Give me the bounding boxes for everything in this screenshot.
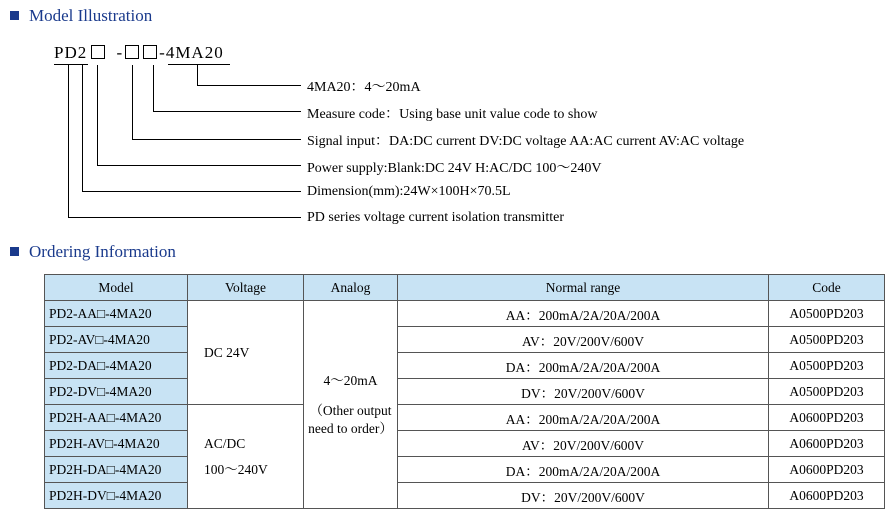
analog-cell: [304, 301, 398, 509]
code-suffix: -4MA20: [159, 43, 224, 62]
range-cell: DV：20V/200V/600V: [398, 379, 769, 405]
header-normal-range: Normal range: [398, 275, 769, 301]
code-cell: A0600PD203: [769, 431, 885, 457]
voltage-ac-line1: AC/DC: [204, 435, 246, 451]
model-code: [54, 43, 224, 63]
desc-output: 4MA20：4～20mA: [307, 80, 421, 95]
analog-line1: 4～20mA: [323, 372, 378, 388]
ordering-information-heading: [10, 242, 176, 262]
code-cell: A0500PD203: [769, 327, 885, 353]
model-cell: PD2H-AV□-4MA20: [45, 431, 188, 457]
analog-line3: need to order）: [308, 420, 393, 436]
desc-signal-input: Signal input：DA:DC current DV:DC voltage AA:AC current AV:AC voltage: [307, 134, 745, 149]
desc-series: PD series voltage current isolation transmitter: [307, 210, 564, 225]
square-bullet-icon: [10, 11, 19, 20]
table-row: [45, 353, 885, 379]
desc-power-supply: Power supply:Blank:DC 24V H:AC/DC 100～240V: [307, 161, 602, 176]
analog-line2: （Other output: [309, 402, 392, 418]
table-row: [45, 405, 885, 431]
range-cell: AV：20V/200V/600V: [398, 327, 769, 353]
table-row: [45, 457, 885, 483]
desc-dimension: Dimension(mm):24W×100H×70.5L: [307, 184, 511, 199]
table-row: [45, 301, 885, 327]
code-cell: A0600PD203: [769, 457, 885, 483]
model-cell: PD2-AV□-4MA20: [45, 327, 188, 353]
table-row: [45, 431, 885, 457]
square-bullet-icon: [10, 247, 19, 256]
range-cell: DV：20V/200V/600V: [398, 483, 769, 509]
range-cell: AA：200mA/2A/20A/200A: [398, 405, 769, 431]
range-cell: DA：200mA/2A/20A/200A: [398, 457, 769, 483]
code-box-power: [91, 45, 105, 59]
table-row: [45, 379, 885, 405]
model-cell: PD2H-AA□-4MA20: [45, 405, 188, 431]
code-dash: -: [116, 43, 124, 62]
header-model: Model: [45, 275, 188, 301]
code-cell: A0500PD203: [769, 379, 885, 405]
voltage-cell-ac: [188, 405, 304, 509]
code-prefix: PD2: [54, 43, 88, 62]
table-row: [45, 483, 885, 509]
range-cell: AA：200mA/2A/20A/200A: [398, 301, 769, 327]
range-cell: AV：20V/200V/600V: [398, 431, 769, 457]
code-box-measure: [143, 45, 157, 59]
voltage-cell-dc: [188, 301, 304, 405]
ordering-information-title: Ordering Information: [29, 242, 176, 261]
voltage-ac-line2: 100～240V: [204, 461, 268, 477]
header-voltage: Voltage: [188, 275, 304, 301]
code-cell: A0500PD203: [769, 353, 885, 379]
model-cell: PD2-DA□-4MA20: [45, 353, 188, 379]
code-cell: A0500PD203: [769, 301, 885, 327]
model-cell: PD2-AA□-4MA20: [45, 301, 188, 327]
ordering-table: [44, 274, 885, 509]
desc-measure-code: Measure code：Using base unit value code to show: [307, 107, 598, 122]
table-header-row: [45, 275, 885, 301]
model-cell: PD2H-DV□-4MA20: [45, 483, 188, 509]
model-illustration-title: Model Illustration: [29, 6, 153, 25]
header-analog: Analog: [304, 275, 398, 301]
table-row: [45, 327, 885, 353]
code-cell: A0600PD203: [769, 483, 885, 509]
range-cell: DA：200mA/2A/20A/200A: [398, 353, 769, 379]
voltage-dc-line1: DC 24V: [204, 344, 250, 360]
model-cell: PD2H-DA□-4MA20: [45, 457, 188, 483]
code-box-signal: [125, 45, 139, 59]
model-cell: PD2-DV□-4MA20: [45, 379, 188, 405]
model-illustration-heading: [10, 6, 152, 26]
code-cell: A0600PD203: [769, 405, 885, 431]
header-code: Code: [769, 275, 885, 301]
